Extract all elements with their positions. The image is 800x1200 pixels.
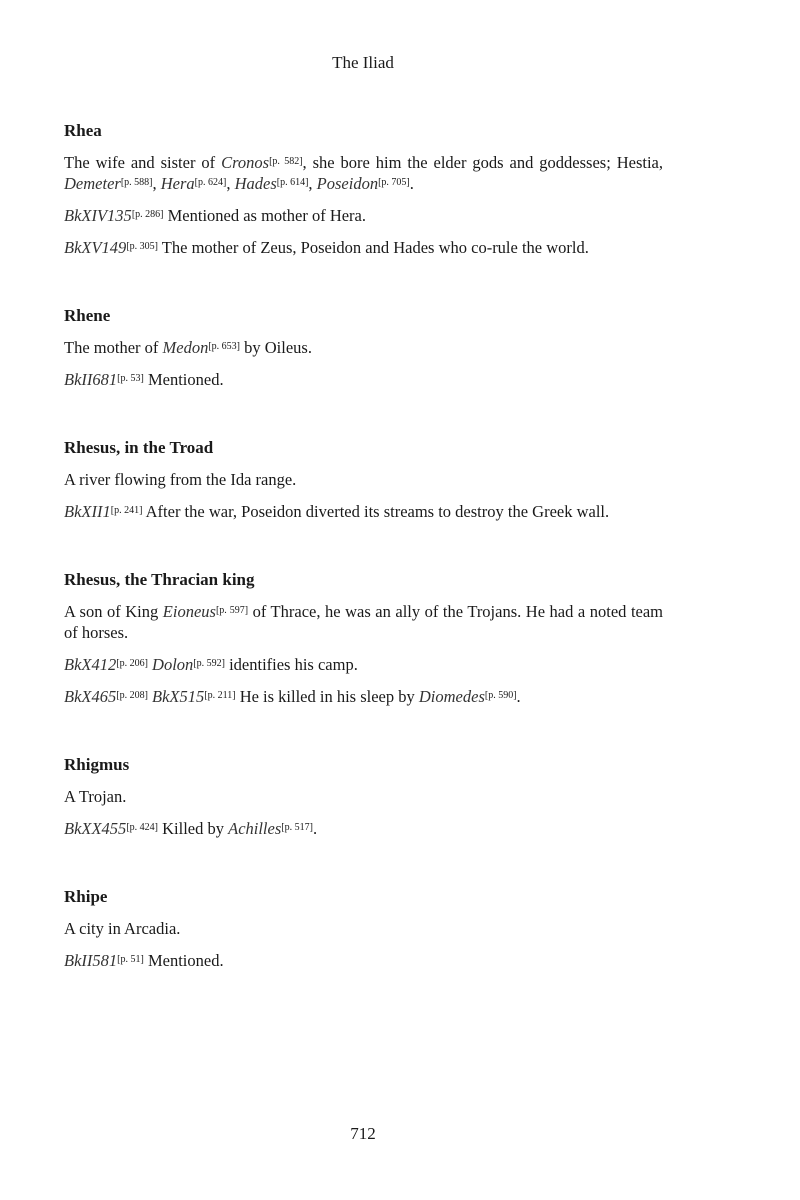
paragraph-text: , [308, 174, 317, 193]
entry-title: Rhene [64, 306, 111, 325]
glossary-entry [64, 754, 663, 839]
entry-paragraph [64, 818, 663, 839]
cross-reference-link[interactable]: BkXV149 [64, 238, 127, 257]
page-reference: [p. 517] [281, 822, 313, 833]
cross-reference-link[interactable]: Eioneus [162, 602, 216, 621]
entry-title: Rhesus, the Thracian king [64, 570, 255, 589]
cross-reference-link[interactable]: BkX465 [64, 687, 117, 706]
entry-paragraph [64, 501, 663, 522]
page-reference: [p. 653] [208, 341, 241, 352]
page-reference: [p. 597] [215, 605, 249, 616]
paragraph-text: The mother of Zeus, Poseidon and Hades who co-rule the world. [157, 238, 589, 257]
entry-paragraph [64, 950, 663, 971]
page-reference: [p. 51] [117, 954, 144, 965]
paragraph-text: A river flowing from the Ida range. [64, 470, 297, 489]
cross-reference-link[interactable]: Medon [162, 338, 209, 357]
cross-reference-link[interactable]: BkX515 [152, 687, 205, 706]
entry-paragraph [64, 205, 663, 226]
glossary-entry [64, 120, 663, 258]
glossary-entry [64, 305, 663, 390]
page-reference: [p. 588] [120, 177, 153, 188]
paragraph-text: The mother of [64, 338, 163, 357]
paragraph-text: Killed by [157, 819, 229, 838]
paragraph-text: A city in Arcadia. [64, 919, 181, 938]
entry-title: Rhipe [64, 887, 108, 906]
cross-reference-link[interactable]: Hera [160, 174, 195, 193]
cross-reference-link[interactable]: Diomedes [418, 687, 485, 706]
paragraph-text: . [409, 174, 414, 193]
page-reference: [p. 211] [204, 690, 236, 701]
page-reference: [p. 614] [276, 177, 309, 188]
paragraph-text: identifies his camp. [224, 655, 358, 674]
entry-paragraph [64, 918, 663, 939]
entry-paragraph [64, 237, 663, 258]
paragraph-text: . [312, 819, 318, 838]
cross-reference-link[interactable]: BkXX455 [64, 819, 127, 838]
paragraph-text: He is killed in his sleep by [235, 687, 419, 706]
cross-reference-link[interactable]: Demeter [64, 174, 121, 193]
page-reference: [p. 582] [269, 156, 303, 167]
cross-reference-link[interactable]: Achilles [228, 819, 282, 838]
page-reference: [p. 208] [116, 690, 148, 701]
entry-paragraph [64, 686, 663, 707]
cross-reference-link[interactable]: Dolon [152, 655, 194, 674]
paragraph-text: After the war, Poseidon diverted its streams to destroy the Greek wall. [142, 502, 610, 521]
page-reference: [p. 590] [484, 690, 517, 701]
glossary-content [64, 120, 663, 1018]
entry-paragraph [64, 469, 663, 490]
cross-reference-link[interactable]: BkX412 [64, 655, 117, 674]
page-reference: [p. 424] [126, 822, 158, 833]
entry-paragraph [64, 786, 663, 807]
page-reference: [p. 206] [116, 658, 148, 669]
glossary-entry [64, 886, 663, 971]
paragraph-text: Mentioned. [143, 370, 224, 389]
page-reference: [p. 592] [193, 658, 225, 669]
paragraph-text: A Trojan. [64, 787, 127, 806]
running-head: The Iliad [332, 53, 394, 72]
cross-reference-link[interactable]: Hades [234, 174, 277, 193]
paragraph-text: , [226, 174, 235, 193]
cross-reference-link[interactable]: BkXIV135 [64, 206, 132, 225]
page-reference: [p. 286] [131, 209, 164, 220]
page-reference: [p. 305] [126, 241, 158, 252]
entry-title: Rhigmus [64, 755, 130, 774]
paragraph-text: . [516, 687, 521, 706]
paragraph-text: Mentioned as mother of Hera. [163, 206, 367, 225]
cross-reference-link[interactable]: BkII581 [64, 951, 118, 970]
page-number: 712 [350, 1124, 376, 1143]
paragraph-text: Mentioned. [143, 951, 224, 970]
entry-paragraph [64, 152, 663, 194]
entry-paragraph [64, 369, 663, 390]
cross-reference-link[interactable]: Poseidon [316, 174, 379, 193]
page-reference: [p. 53] [117, 373, 144, 384]
page-reference: [p. 241] [110, 505, 143, 516]
paragraph-text: , she bore him the elder gods and goddesses; Hestia, [302, 153, 663, 172]
cross-reference-link[interactable]: BkII681 [64, 370, 118, 389]
paragraph-text: The wife and sister of [64, 153, 222, 172]
page-reference: [p. 624] [194, 177, 227, 188]
paragraph-text: , [152, 174, 161, 193]
glossary-entry [64, 569, 663, 707]
entry-paragraph [64, 337, 663, 358]
paragraph-text: of Thrace, he was an ally of the Trojans. He had a noted team of horses. [64, 602, 664, 642]
paragraph-text: A son of King [64, 602, 163, 621]
cross-reference-link[interactable]: BkXII1 [64, 502, 111, 521]
entry-title: Rhesus, in the Troad [64, 438, 214, 457]
page-reference: [p. 705] [378, 177, 410, 188]
glossary-entry [64, 437, 663, 522]
entry-title: Rhea [64, 121, 102, 140]
cross-reference-link[interactable]: Cronos [221, 153, 270, 172]
entry-paragraph [64, 654, 663, 675]
entry-paragraph [64, 601, 663, 643]
paragraph-text: by Oileus. [240, 338, 312, 357]
